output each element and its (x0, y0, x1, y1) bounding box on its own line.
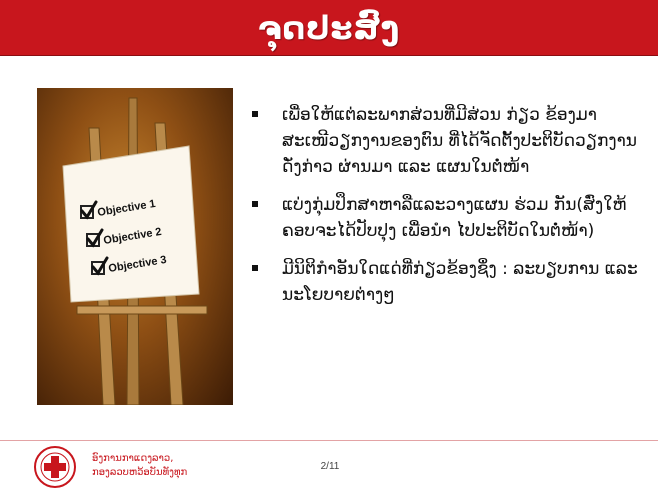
footer-divider (0, 440, 658, 441)
list-item (252, 256, 642, 308)
bullet-marker (252, 265, 258, 271)
easel-item-2: Objective 2 (102, 225, 163, 247)
organization-name (92, 452, 252, 480)
bullet-marker (252, 201, 258, 207)
title-bar (0, 0, 658, 56)
bullet-text: ມີນິຕິກຳອັນໃດແດ່ທີ່ກ່ຽວຂ້ອງຊຶ່ງ : ລະບຽບການ ແລະ ນະໂຍບາຍຕ່າງໆ (282, 259, 638, 305)
org-line-2: ກອງລວບຫວ້ອບັນທັງທຸກ (92, 467, 188, 478)
page-number: 2/11 (320, 461, 340, 472)
org-line-1: ອົງການກາແດງລາວ, (92, 453, 174, 464)
easel-picture (37, 88, 233, 405)
red-cross-logo (33, 445, 77, 489)
slide-title: ຈຸດປະສົງ (257, 8, 401, 47)
easel-item-3: Objective 3 (107, 253, 168, 275)
bullet-text: ແບ່ງກຸ່ມປຶກສາຫາລືແລະວາງແຜນ ຮ່ວມ ກັນ(ສົ່ງໃຫ້ຄອບຈະໄດ້ປັບປຸງ ເພື່ອນຳ ໄປປະຕິບັດໃນຕໍ່ໜ້າ) (282, 195, 627, 241)
list-item (252, 192, 642, 244)
bullet-text: ເພື່ອໃຫ້ແຕ່ລະພາກສ່ວນທີ່ມີສ່ວນ ກ່ຽວ ຂ້ອງມາສະເໜີວຽກງານຂອງຕົນ ທີ່ໄດ້ຈັດຕັ້ງປະຕິບັດວຽກງານດັ່ງກ່າວ ຜ່ານມາ ແລະ ແຜນໃນຕໍ່ໜ້າ (282, 105, 637, 177)
bullet-marker (252, 111, 258, 117)
easel-item-1: Objective 1 (96, 197, 157, 219)
objectives-list (252, 102, 642, 320)
list-item (252, 102, 642, 180)
